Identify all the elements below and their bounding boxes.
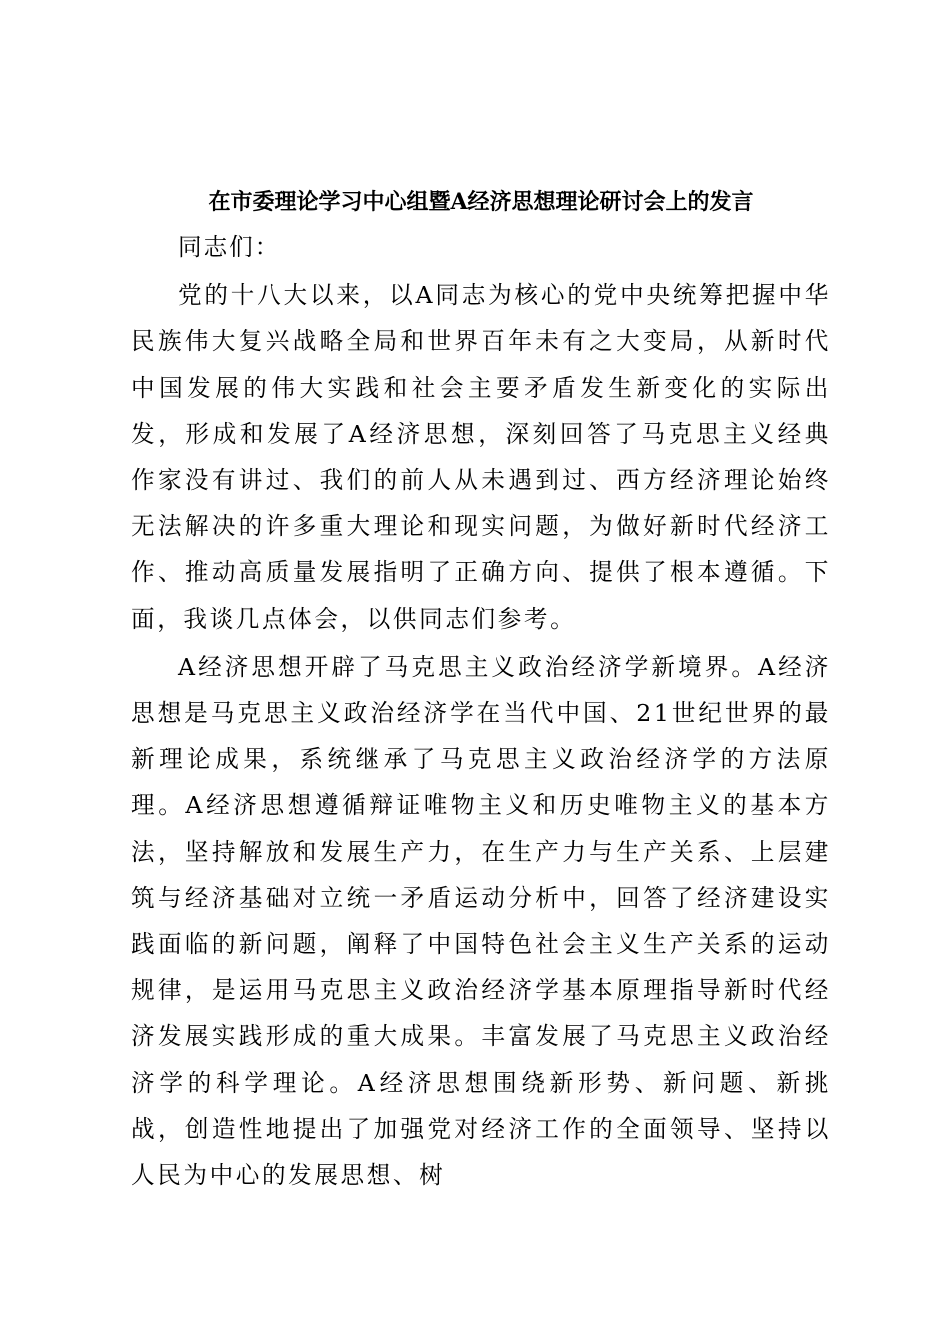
document-title: 在市委理论学习中心组暨A经济思想理论研讨会上的发言 bbox=[208, 189, 754, 215]
paragraph-1: 党的十八大以来，以A同志为核心的党中央统筹把握中华民族伟大复兴战略全局和世界百年未有之大变局，从新时代中国发展的伟大实践和社会主要矛盾发生新变化的实际出发，形成和发展了A经济思想，深刻回答了马克思主义经典作家没有讲过、我们的前人从未遇到过、西方经济理论始终无法解决的许多重大理论和现实问题，为做好新时代经济工作、推动高质量发展指明了正确方向、提供了根本遵循。下面，我谈几点体会，以供同志们参考。 bbox=[131, 281, 831, 633]
document-body bbox=[131, 180, 831, 1198]
salutation: 同志们： bbox=[178, 233, 281, 261]
paragraph-2: A经济思想开辟了马克思主义政治经济学新境界。A经济思想是马克思主义政治经济学在当代中国、21世纪世界的最新理论成果，系统继承了马克思主义政治经济学的方法原理。A经济思想遵循辩证唯物主义和历史唯物主义的基本方法，坚持解放和发展生产力，在生产力与生产关系、上层建筑与经济基础对立统一矛盾运动分析中，回答了经济建设实践面临的新问题，阐释了中国特色社会主义生产关系的运动规律，是运用马克思主义政治经济学基本原理指导新时代经济发展实践形成的重大成果。丰富发展了马克思主义政治经济学的科学理论。A经济思想围绕新形势、新问题、新挑战，创造性地提出了加强党对经济工作的全面领导、坚持以人民为中心的发展思想、树 bbox=[131, 652, 831, 1190]
